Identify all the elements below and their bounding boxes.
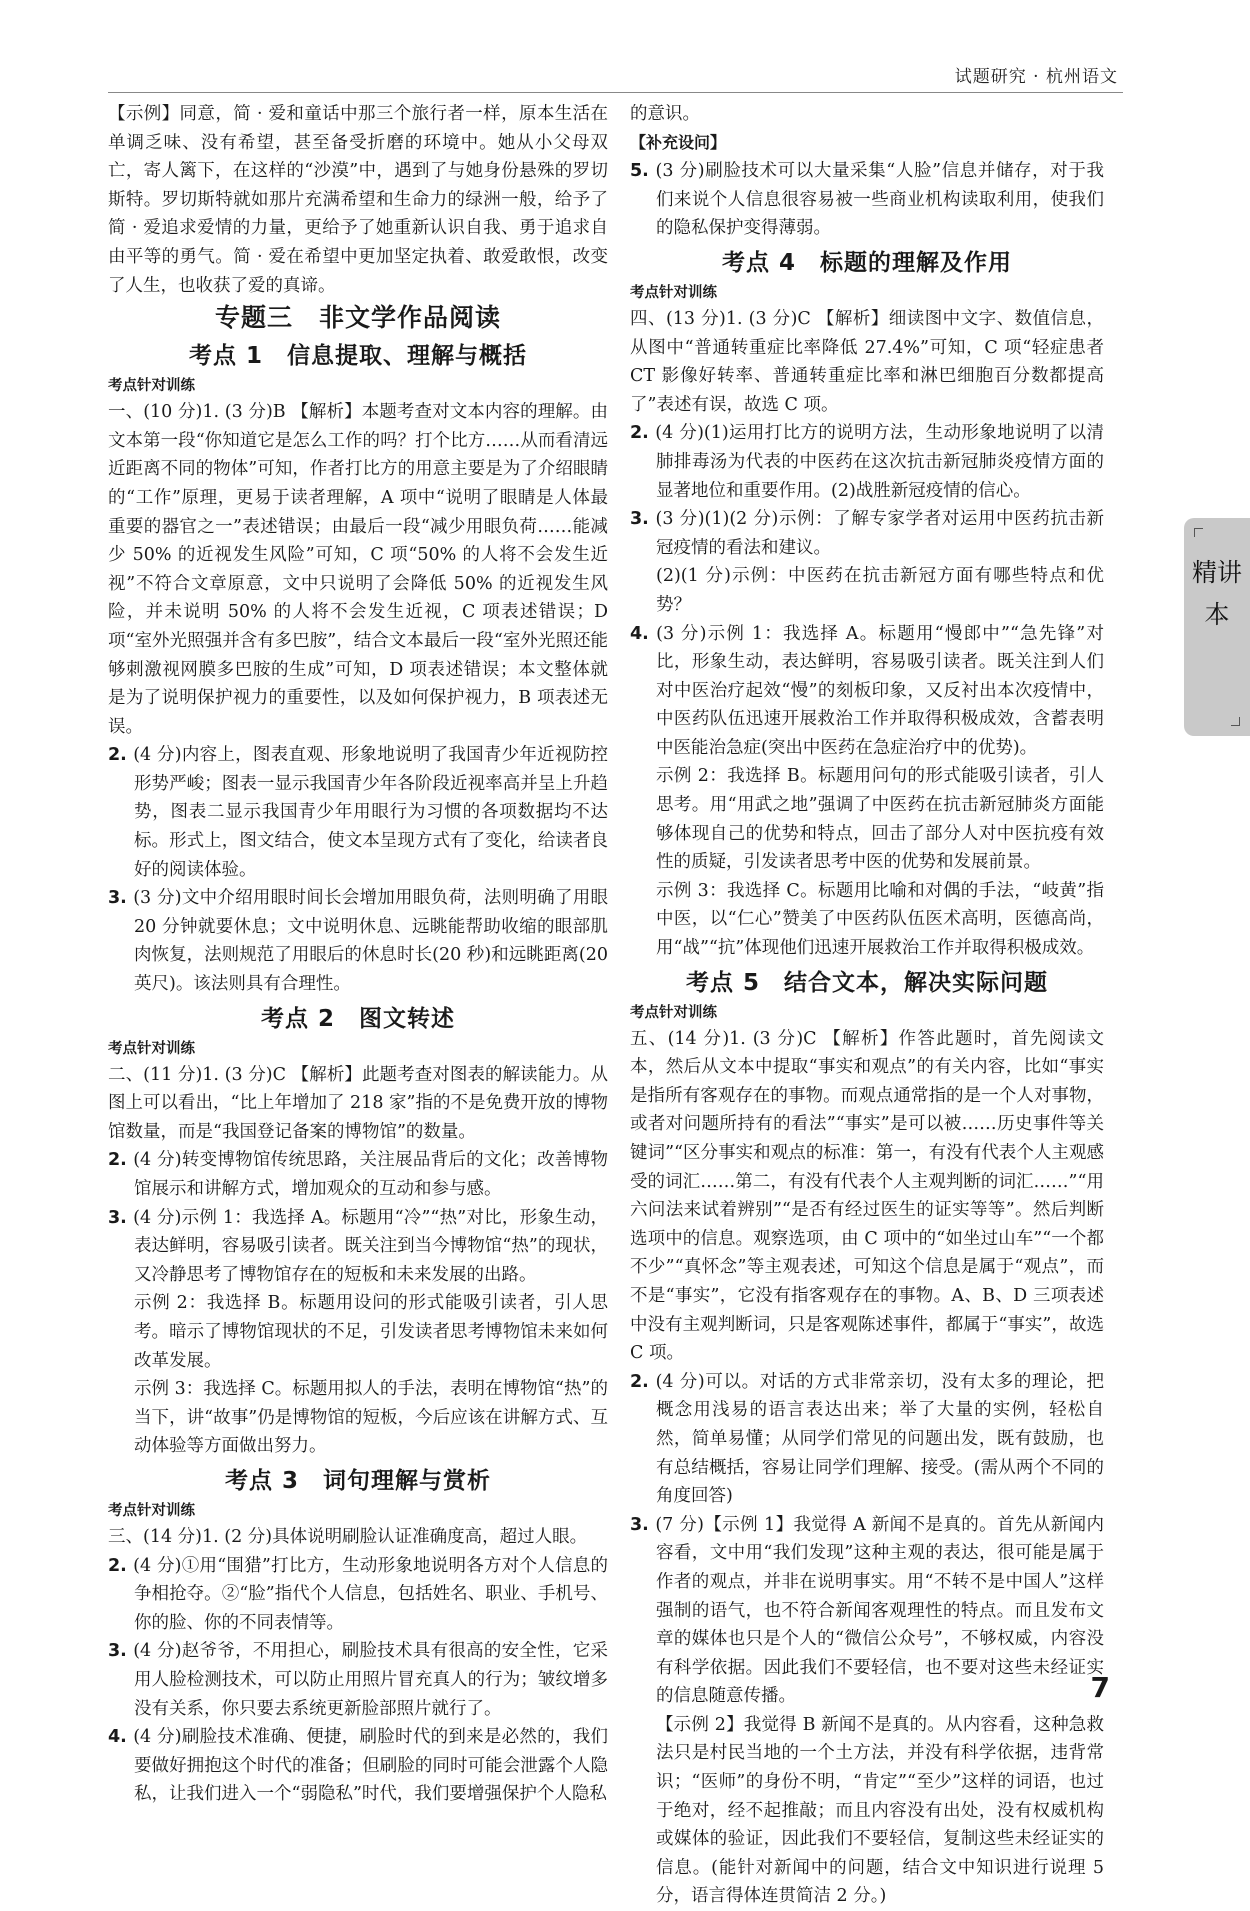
section-title: 专题三 非文学作品阅读: [214, 303, 501, 333]
item-text: (4 分)刷脸技术准确、便捷，刷脸时代的到来是必然的，我们要做好拥抱这个时代的准备；但刷脸的同时可能会泄露个人隐私，让我们进入一个“弱隐私”时代，我们要增强保护个人隐私: [133, 1727, 608, 1805]
item-text: (7 分)【示例 1】我觉得 A 新闻不是真的。首先从新闻内容看，文中用“我们发现”这种主观的表达，很可能是属于作者的观点，并非在说明事实。用“不转不是中国人”这样强制的语气，也不符合新闻客观理性的特点。而且发布文章的媒体也只是个人的“微信公众号”，不够权威，内容没有科学依据。因此我们不要轻信，也不要对这些未经证实的信息随意传播。: [655, 1514, 1105, 1707]
page-header: 试题研究 · 杭州语文: [954, 67, 1118, 87]
answer-paragraph: 示例 2：我选择 B。标题用设问的形式能吸引读者，引人思考。暗示了博物馆现状的不足，引发读者思考博物馆未来如何改革发展。: [134, 1293, 608, 1371]
answer-item: [108, 1552, 608, 1638]
answer-paragraph: (2)(1 分)示例：中医药在抗击新冠方面有哪些特点和优势？: [656, 566, 1104, 615]
answer-paragraph: 【示例 2】我觉得 B 新闻不是真的。从内容看，这种急救法只是村民当地的一个土方法，并没有科学依据，违背常识；“医师”的身份不明，“肯定”“至少”这样的词语，也过于绝对，经不起推敲；而且内容没有出处，没有权威机构或媒体的验证，因此我们不要轻信，复制这些未经证实的信息。(能针对新闻中的问题，结合文中知识进行说理 5 分，语言得体连贯简洁 2 分。): [656, 1714, 1104, 1907]
answer-paragraph: 一、(10 分)1. (3 分)B 【解析】本题考查对文本内容的理解。由文本第一段“你知道它是怎么工作的吗？打个比方……从而看清远近距离不同的物体”可知，作者打比方的用意主要是为了介绍眼睛的“工作”原理，更易于读者理解，A 项中“说明了眼睛是人体最重要的器官之一”表述错误；由最后一段“减少用眼负荷……能减少 50% 的近视发生风险”可知，C 项“50% 的人将不会发生近视”不符合文章原意，文中只说明了会降低 50% 的近视发生风险，并未说明 50% 的人将不会发生近视，C 项表述错误；D 项“室外光照强并含有多巴胺”，结合文本最后一段“室外光照还能够刺激视网膜多巴胺的生成”可知，D 项表述错误；本文整体就是为了说明保护视力的重要性，以及如何保护视力，B 项表述无误。: [108, 402, 608, 737]
side-tab-label: 精讲本: [1191, 558, 1242, 629]
item-number: 2.: [630, 423, 656, 444]
item-text: (3 分)示例 1：我选择 A。标题用“慢郎中”“急先锋”对比，形象生动，表达鲜明，容易吸引读者。既关注到人们对中医治疗起效“慢”的刻板印象，又反衬出本次疫情中，中医药队伍迅速开展救治工作并取得积极成效，含蓄表明中医能治急症(突出中医药在急症治疗中的优势)。: [656, 623, 1104, 758]
item-number: 2.: [108, 1555, 134, 1576]
answer-item: [630, 157, 1104, 243]
item-number: 2.: [108, 1150, 134, 1171]
corner-mark-icon: [1194, 528, 1203, 537]
item-number: 5.: [630, 161, 656, 182]
answer-item: [630, 1368, 1104, 1511]
answer-paragraph: 示例 3：我选择 C。标题用比喻和对偶的手法，“岐黄”指中医，以“仁心”赞美了中医药队伍医术高明，医德高尚，用“战”“抗”体现他们迅速开展救治工作并取得积极成效。: [656, 880, 1104, 959]
answer-paragraph: 示例 2：我选择 B。标题用问句的形式能吸引读者，引人思考。用“用武之地”强调了中医药在抗击新冠肺炎方面能够体现自己的优势和特点，回击了部分人对中医抗疫有效性的质疑，引发读者思考中医的优势和发展前景。: [656, 766, 1104, 873]
answer-paragraph: 三、(14 分)1. (2 分)具体说明刷脸认证准确度高，超过人眼。: [108, 1526, 588, 1547]
item-number: 2.: [630, 1371, 656, 1392]
answer-item: [108, 884, 608, 998]
item-number: 3.: [108, 888, 134, 909]
answer-item: [108, 1637, 608, 1723]
answer-item: [630, 505, 1104, 562]
item-text: (4 分)可以。对话的方式非常亲切，没有太多的理论，把概念用浅易的语言表达出来；举了大量的实例，轻松自然，简单易懂；从同学们常见的问题出发，既有鼓励，也有总结概括，容易让同学们理解、接受。(需从两个不同的角度回答): [655, 1371, 1104, 1507]
item-number: 3.: [630, 509, 656, 530]
left-column: [108, 100, 608, 1809]
answer-item: [108, 1146, 608, 1203]
answer-item: [630, 1511, 1104, 1711]
item-number: 4.: [630, 623, 657, 644]
page-number: 7: [1090, 1671, 1110, 1704]
side-tab: [1184, 518, 1250, 736]
answer-paragraph: 的意识。: [630, 104, 700, 124]
answer-item: [108, 741, 608, 884]
answer-paragraph: 四、(13 分)1. (3 分)C 【解析】细读图中文字、数值信息，从图中“普通转重症比率降低 27.4%”可知，C 项“轻症患者 CT 影像好转率、普通转重症比率和淋巴细胞百分数都提高了”表述有误，故选 C 项。: [630, 308, 1104, 415]
subsection-title: 考点 2 图文转述: [260, 1005, 455, 1032]
answer-item: [108, 1723, 608, 1809]
answer-paragraph: 示例 3：我选择 C。标题用拟人的手法，表明在博物馆“热”的当下，讲“故事”仍是博物馆的短板，今后应该在讲解方式、互动体验等方面做出努力。: [134, 1379, 608, 1457]
answer-paragraph: 五、(14 分)1. (3 分)C 【解析】作答此题时，首先阅读文本，然后从文本中提取“事实和观点”的有关内容，比如“事实是指所有客观存在的事物。而观点通常指的是一个人对事物，或者对问题所持有的看法”“事实”是可以被……历史事件等关键词”“区分事实和观点的标准：第一，有没有代表个人主观感受的词汇……第二，有没有代表个人主观判断的词汇……”“用六问法来试着辨别”“是否有经过医生的证实等等”。然后判断选项中的信息。观察选项，由 C 项中的“如坐过山车”“一个都不少”“真怀念”等主观表述，可知这个信息是属于“观点”，而不是“事实”，它没有指客观存在的事物。A、B、D 三项表述中没有主观判断词，只是客观陈述事件，都属于“事实”，故选 C 项。: [630, 1028, 1104, 1364]
item-number: 3.: [630, 1514, 656, 1535]
item-text: (4 分)①用“围猎”打比方，生动形象地说明各方对个人信息的争相抢夺。②“脸”指代个人信息，包括姓名、职业、手机号、你的脸、你的不同表情等。: [133, 1555, 608, 1633]
training-label: 考点针对训练: [108, 378, 195, 395]
supplement-label: 【补充设问】: [630, 132, 727, 152]
item-text: (4 分)(1)运用打比方的说明方法，生动形象地说明了以清肺排毒汤为代表的中医药在这次抗击新冠肺炎疫情方面的显著地位和重要作用。(2)战胜新冠疫情的信心。: [655, 423, 1105, 501]
item-number: 2.: [108, 745, 134, 766]
item-number: 4.: [108, 1727, 134, 1748]
answer-item: [108, 1204, 608, 1290]
item-text: (4 分)内容上，图表直观、形象地说明了我国青少年近视防控形势严峻；图表一显示我国青少年各阶段近视率高并呈上升趋势，图表二显示我国青少年用眼行为习惯的各项数据均不达标。形式上，图文结合，使文本呈现方式有了变化，给读者良好的阅读体验。: [133, 745, 608, 880]
answer-paragraph: 二、(11 分)1. (3 分)C 【解析】此题考查对图表的解读能力。从图上可以看出，“比上年增加了 218 家”指的不是免费开放的博物馆数量，而是“我国登记备案的博物馆”的数量。: [108, 1064, 608, 1142]
training-label: 考点针对训练: [108, 1502, 195, 1519]
training-label: 考点针对训练: [630, 284, 717, 301]
item-text: (3 分)刷脸技术可以大量采集“人脸”信息并储存，对于我们来说个人信息很容易被一些商业机构读取利用，使我们的隐私保护变得薄弱。: [655, 161, 1104, 239]
answer-item: [630, 419, 1104, 505]
item-number: 3.: [108, 1641, 134, 1662]
item-text: (3 分)文中介绍用眼时间长会增加用眼负荷，法则明确了用眼 20 分钟就要休息；文中说明休息、远眺能帮助收缩的眼部肌肉恢复，法则规范了用眼后的休息时长(20 秒)和远眺距离(20 英尺)。该法则具有合理性。: [133, 888, 608, 995]
header-rule: [108, 92, 1123, 93]
right-column: [630, 100, 1104, 1911]
item-text: (3 分)(1)(2 分)示例：了解专家学者对运用中医药抗击新冠疫情的看法和建议。: [655, 509, 1104, 558]
answer-paragraph: 【示例】同意，简 · 爱和童话中那三个旅行者一样，原本生活在单调乏味、没有希望，甚至备受折磨的环境中。她从小父母双亡，寄人篱下，在这样的“沙漠”中，遇到了与她身份悬殊的罗切斯特。罗切斯特就如那片充满希望和生命力的绿洲一般，给予了简 · 爱追求爱情的力量，更给予了她重新认识自我、勇于追求自由平等的勇气。简 · 爱在希望中更加坚定执着、敢爱敢恨，改变了人生，也收获了爱的真谛。: [108, 104, 608, 296]
subsection-title: 考点 3 词句理解与赏析: [224, 1467, 491, 1494]
item-number: 3.: [108, 1207, 134, 1228]
training-label: 考点针对训练: [630, 1004, 717, 1021]
corner-mark-icon: [1231, 717, 1240, 726]
subsection-title: 考点 1 信息提取、理解与概括: [188, 343, 527, 370]
subsection-title: 考点 5 结合文本，解决实际问题: [685, 969, 1048, 996]
item-text: (4 分)转变博物馆传统思路，关注展品背后的文化；改善博物馆展示和讲解方式，增加观众的互动和参与感。: [133, 1150, 608, 1199]
item-text: (4 分)赵爷爷，不用担心，刷脸技术具有很高的安全性，它采用人脸检测技术，可以防止用照片冒充真人的行为；皱纹增多没有关系，你只要去系统更新脸部照片就行了。: [133, 1641, 608, 1719]
item-text: (4 分)示例 1：我选择 A。标题用“冷”“热”对比，形象生动，表达鲜明，容易吸引读者。既关注到当今博物馆“热”的现状，又冷静思考了博物馆存在的短板和未来发展的出路。: [133, 1207, 608, 1285]
answer-item: [630, 620, 1104, 763]
subsection-title: 考点 4 标题的理解及作用: [721, 249, 1012, 276]
training-label: 考点针对训练: [108, 1040, 195, 1057]
